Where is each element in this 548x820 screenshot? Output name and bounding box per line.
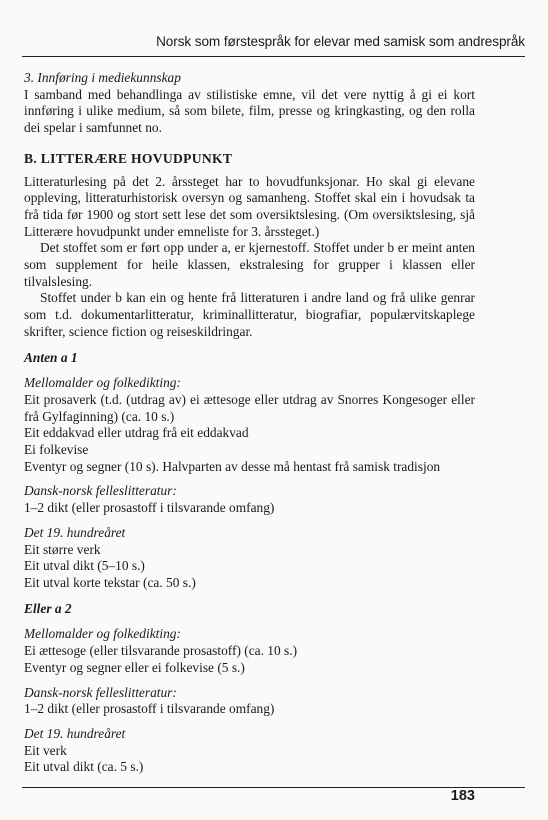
footer-rule [22, 787, 525, 788]
anten-group-1-title: Mellomalder og folkedikting: [24, 375, 181, 391]
anten-a1-heading: Anten a 1 [24, 349, 78, 365]
eller-group-1-title: Mellomalder og folkedikting: [24, 626, 181, 642]
eller-a2-heading: Eller a 2 [24, 600, 72, 616]
eller-group-2-item: 1–2 dikt (eller prosastoff i tilsvarande omfang) [24, 701, 275, 717]
eller-group-2-title: Dansk-norsk felleslitteratur: [24, 684, 177, 700]
anten-group-2-item: 1–2 dikt (eller prosastoff i tilsvarande omfang) [24, 500, 275, 516]
eller-group-1-item: Ei ættesoge (eller tilsvarande prosastoff) (ca. 10 s.) [24, 643, 298, 659]
eller-group-3-item: Eit utval dikt (ca. 5 s.) [24, 759, 144, 775]
anten-group-3-item: Eit større verk [24, 541, 101, 557]
eller-group-3-title: Det 19. hundreåret [24, 725, 126, 741]
anten-group-1-item: Eit eddakvad eller utdrag frå eit eddakvad [24, 425, 249, 441]
section-b-paragraph-1: Litteraturlesing på det 2. årssteget har to hovudfunksjonar. Ho skal gi elevane oppleving, litteraturhistorisk oversyn og samanheng. Stoffet skal ein i hovudsak ta frå tida før 1900 og stort sett lese det som oversiktslesing. (Om oversiktslesing, sjå Litterære hovudpunkt under emneliste for 3. årssteget.) [24, 173, 475, 239]
page-body [24, 70, 475, 776]
anten-group-1-item: Eventyr og segner (10 s). Halvparten av desse må hentast frå samisk tradisjon [24, 458, 441, 474]
section-b-heading: B. LITTERÆRE HOVUDPUNKT [24, 150, 233, 166]
anten-group-3-title: Det 19. hundreåret [24, 524, 126, 540]
anten-group-1-item: Eit prosaverk (t.d. (utdrag av) ei ættesoge eller utdrag av Snorres Kongesoger eller frå Gylfaginning) (ca. 10 s.) [24, 391, 475, 424]
anten-group-3-item: Eit utval dikt (5–10 s.) [24, 558, 145, 574]
section-3-heading: 3. Innføring i mediekunnskap [24, 70, 181, 85]
section-b-paragraph-3: Stoffet under b kan ein og hente frå litteraturen i andre land og frå ulike genrar som t.d. dokumentarlitteratur, kriminallitteratur, biografiar, populærvitskaplege skrifter, science fiction og reiseskildringar. [24, 290, 475, 339]
anten-group-2-title: Dansk-norsk felleslitteratur: [24, 483, 177, 499]
eller-group-1-item: Eventyr og segner eller ei folkevise (5 s.) [24, 659, 245, 675]
running-header: Norsk som førstespråk for elevar med samisk som andrespråk [156, 34, 525, 49]
eller-group-3-item: Eit verk [24, 742, 67, 758]
section-b-paragraph-2: Det stoffet som er ført opp under a, er kjernestoff. Stoffet under b er meint anten som supplement for heile klassen, ekstralesing for grupper i klassen eller tilvalslesing. [24, 240, 475, 289]
anten-group-3-item: Eit utval korte tekstar (ca. 50 s.) [24, 574, 196, 590]
header-rule [22, 56, 525, 57]
section-3-paragraph: I samband med behandlinga av stilistiske emne, vil det vere nyttig å gi ei kort innføring i ulike medium, så som bilete, film, presse og kringkasting, og den rolla dei spelar i samfunnet no. [24, 86, 475, 136]
page-number: 183 [450, 788, 475, 804]
anten-group-1-item: Ei folkevise [24, 442, 89, 458]
